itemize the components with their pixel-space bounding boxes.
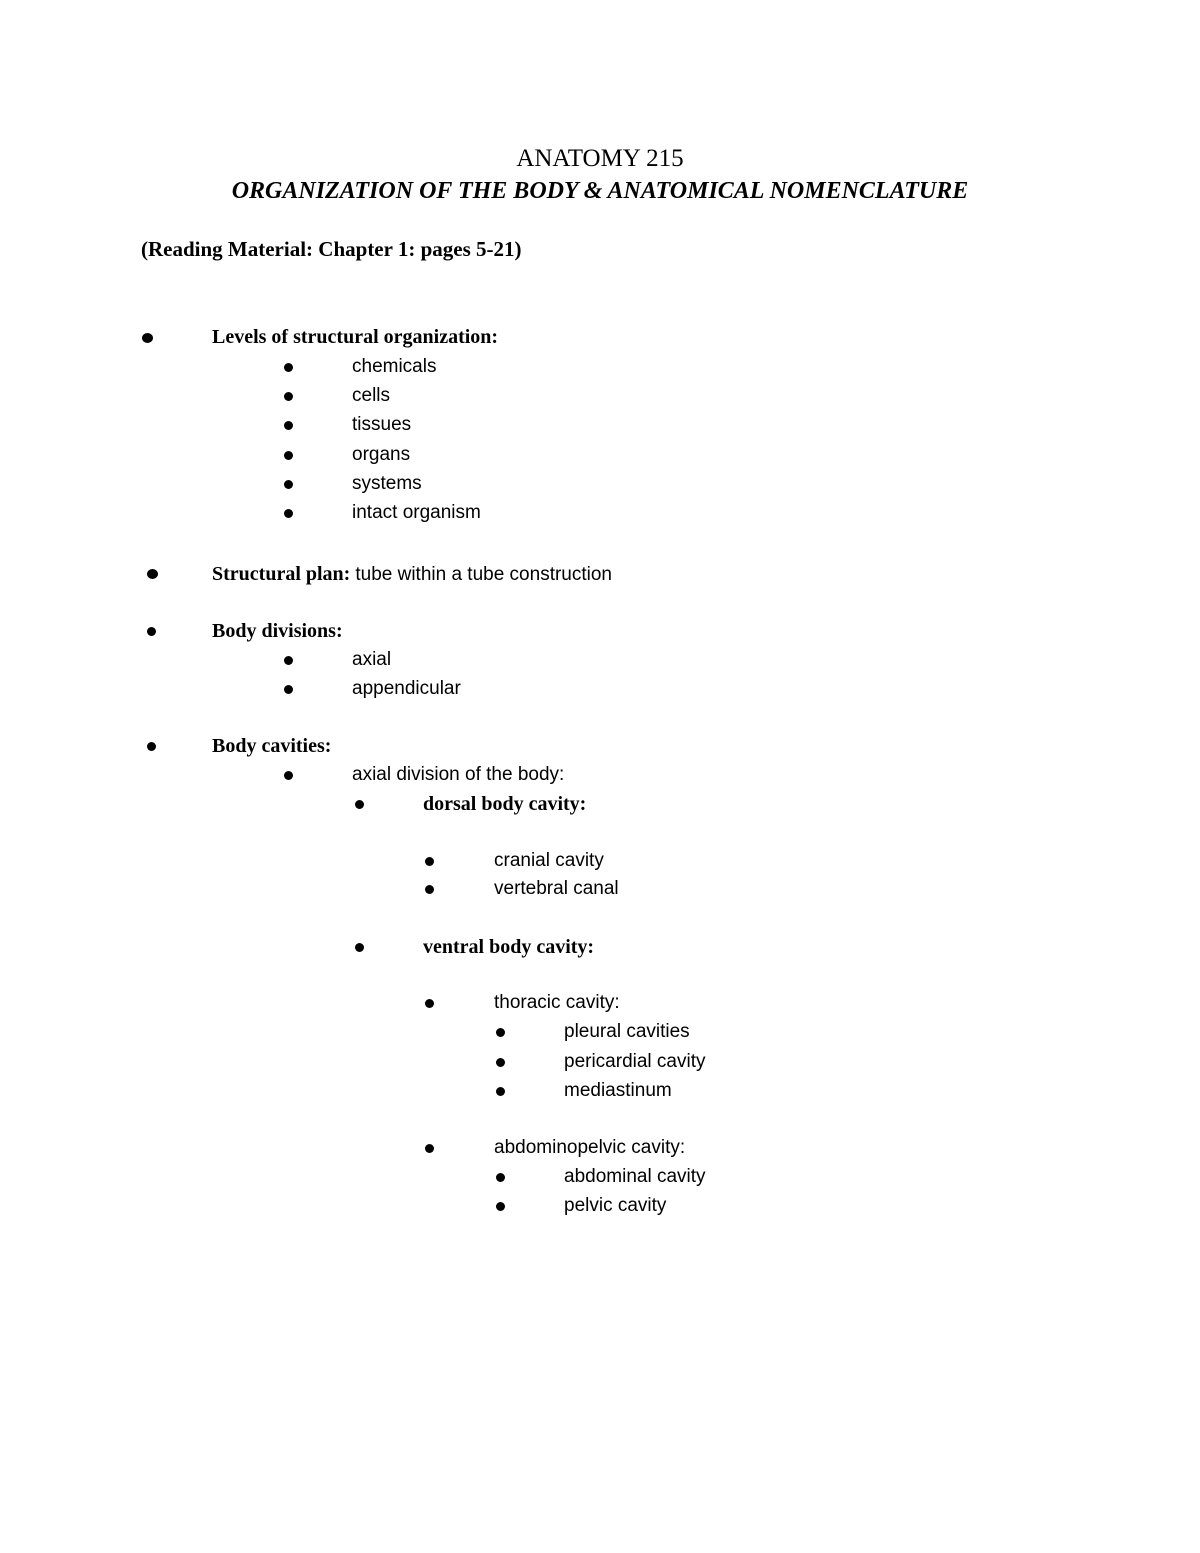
bullet-icon (355, 800, 364, 809)
bullet-icon (284, 656, 293, 665)
bullet-icon (425, 1144, 434, 1153)
list-item: intact organism (352, 502, 481, 523)
ventral-heading: ventral body cavity: (423, 936, 595, 958)
list-item: axial (352, 649, 392, 670)
bullet-icon (147, 569, 158, 579)
structural-plan-text: tube within a tube construction (355, 564, 613, 585)
bullet-icon (284, 421, 293, 430)
bullet-icon (284, 480, 293, 489)
bullet-icon (496, 1087, 505, 1096)
list-item: pleural cavities (564, 1021, 690, 1042)
list-item: systems (352, 473, 422, 494)
bullet-icon (284, 771, 293, 780)
bullet-icon (496, 1173, 505, 1182)
bullet-icon (284, 363, 293, 372)
list-item: pelvic cavity (564, 1195, 667, 1216)
list-item: chemicals (352, 356, 437, 377)
bullet-icon (425, 857, 434, 866)
bullet-icon (147, 742, 156, 751)
bullet-icon (142, 333, 153, 343)
bullet-icon (425, 885, 434, 894)
structural-plan-line (212, 561, 612, 588)
list-item: vertebral canal (494, 878, 619, 899)
bullet-icon (425, 999, 434, 1008)
document-subtitle: ORGANIZATION OF THE BODY & ANATOMICAL NOMENCLATURE (231, 178, 969, 204)
list-item: thoracic cavity: (494, 992, 620, 1013)
bullet-icon (496, 1028, 505, 1037)
list-item: cells (352, 385, 391, 406)
bullet-icon (284, 392, 293, 401)
document-title: ANATOMY 215 (516, 145, 684, 172)
dorsal-heading: dorsal body cavity: (423, 793, 587, 815)
bullet-icon (284, 685, 293, 694)
list-item: abdominal cavity (564, 1166, 706, 1187)
list-item: tissues (352, 414, 412, 435)
reading-material: (Reading Material: Chapter 1: pages 5-21) (141, 237, 522, 261)
bullet-icon (284, 451, 293, 460)
divisions-heading: Body divisions: (212, 620, 343, 642)
list-item: pericardial cavity (564, 1051, 706, 1072)
bullet-icon (496, 1058, 505, 1067)
bullet-icon (147, 627, 156, 636)
list-item: cranial cavity (494, 850, 604, 871)
bullet-icon (496, 1202, 505, 1211)
cavities-heading: Body cavities: (212, 735, 332, 757)
bullet-icon (355, 943, 364, 952)
structural-plan-heading: Structural plan: (212, 563, 351, 585)
levels-heading: Levels of structural organization: (212, 326, 499, 348)
bullet-icon (284, 509, 293, 518)
list-item: abdominopelvic cavity: (494, 1137, 686, 1158)
list-item: organs (352, 444, 411, 465)
list-item: appendicular (352, 678, 461, 699)
list-item: mediastinum (564, 1080, 672, 1101)
list-item: axial division of the body: (352, 764, 565, 785)
